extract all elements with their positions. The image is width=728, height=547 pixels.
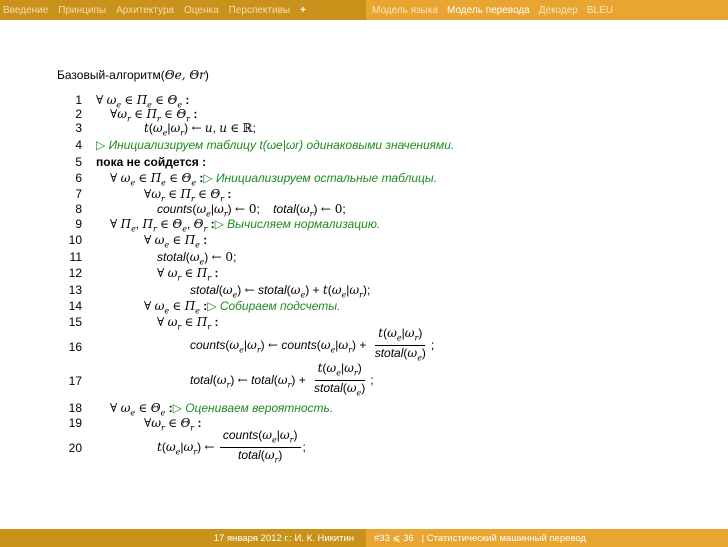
algo-line-7: $\forall\omega_r$ ∈ $\Pi_r$ ∈ $\Theta_r$ : — [144, 187, 232, 204]
line-number: 16 — [68, 340, 82, 354]
algo-line-17: $total(\omega_r)$ ← $total(\omega_r)$ + $\frac{t(\omega_e|\omega_r)}{stotal(\omega_e)}$ ; — [190, 361, 374, 398]
algo-line-8: $counts(\omega_e|\omega_r)$ ← 0; $total(\omega_r)$ ← 0; — [157, 202, 346, 219]
line-number: 14 — [68, 299, 82, 313]
nav-item-plus[interactable]: + — [300, 4, 306, 16]
algo-line-5 — [96, 155, 206, 169]
algorithm-title-args: Θe, Θr — [164, 68, 205, 82]
line-number: 7 — [75, 187, 82, 201]
nav-sections — [0, 0, 366, 20]
algo-line-20: $t(\omega_e|\omega_r)$ ← $\frac{counts(\omega_e|\omega_r)}{total(\omega_r)}$ ; — [157, 428, 306, 465]
footer-bar — [0, 529, 728, 547]
nav-subsections — [366, 0, 728, 20]
line-number: 19 — [68, 416, 82, 430]
algorithm-title — [57, 68, 209, 82]
algo-line-13: $stotal(\omega_e)$ ← $stotal(\omega_e) + t(\omega_e|\omega_r)$; — [190, 283, 371, 300]
line-number: 15 — [68, 315, 82, 329]
footer-right — [366, 529, 728, 547]
comment-collect-counts: ▷ Собираем подсчеты. — [207, 299, 341, 313]
nav-item-perspectives[interactable]: Перспективы — [228, 4, 291, 16]
algo-line-10: ∀ $\omega_e$ ∈ $\Pi_e$ : — [144, 233, 208, 250]
nav-item-intro[interactable]: Введение — [3, 4, 49, 16]
algo-line-4-comment: ▷ Инициализируем таблицу t(ωe|ωr) одинаковыми значениями. — [96, 138, 455, 152]
nav-item-evaluation[interactable]: Оценка — [184, 4, 219, 16]
keyword-while: пока — [96, 155, 124, 169]
comment-init-tables: ▷ Инициализируем остальные таблицы. — [203, 171, 438, 185]
page-number: #33 ⩽ 36 — [374, 532, 414, 544]
algo-line-16: $counts(\omega_e|\omega_r)$ ← $counts(\omega_e|\omega_r)$ + $\frac{t(\omega_e|\omega_r)}{stotal(\omega_e)}$ ; — [190, 326, 435, 363]
algo-line-19: $\forall\omega_r$ ∈ $\Theta_r$ : — [144, 416, 202, 433]
algo-line-3: $t(\omega_e|\omega_r)$ ← u, u ∈ ℝ; — [144, 121, 256, 138]
line-number: 3 — [75, 121, 82, 135]
algo-line-11: $stotal(\omega_e)$ ← 0; — [157, 250, 237, 267]
presentation-title: | Статистический машинный перевод — [421, 532, 586, 544]
line-number: 9 — [75, 217, 82, 231]
algo-line-14: ∀ $\omega_e$ ∈ $\Pi_e$ :▷ Собираем подсчеты. — [144, 299, 341, 316]
algo-line-18: ∀ $\omega_e$ ∈ $\Theta_e$ :▷ Оцениваем вероятность. — [110, 401, 334, 418]
comment-normalization: ▷ Вычисляем нормализацию. — [214, 217, 381, 231]
algo-line-2: $\forall\omega_r$ ∈ $\Pi_r$ ∈ $\Theta_r$ : — [110, 107, 198, 124]
algorithm-title-text: Базовый-алгоритм( — [57, 68, 165, 82]
nav-subitem-translation-model[interactable]: Модель перевода — [447, 4, 530, 16]
line-number: 1 — [75, 93, 82, 107]
nav-subitem-decoder[interactable]: Декодер — [538, 4, 578, 16]
algo-line-12: ∀ $\omega_r$ ∈ $\Pi_r$ : — [157, 266, 219, 283]
algo-line-9: ∀ $\Pi_e$, $\Pi_r$ ∈ $\Theta_e$, $\Theta_r$ :▷ Вычисляем нормализацию. — [110, 217, 381, 234]
while-condition: не сойдется : — [126, 155, 207, 169]
line-number: 6 — [75, 171, 82, 185]
fraction: $\frac{t(\omega_e|\omega_r)}{stotal(\omega_e)}$ — [314, 361, 366, 398]
comment-estimate-probability: ▷ Оцениваем вероятность. — [172, 401, 334, 415]
nav-subitem-language-model[interactable]: Модель языка — [372, 4, 439, 16]
line-number: 12 — [68, 266, 82, 280]
fraction: $\frac{counts(\omega_e|\omega_r)}{total(\omega_r)}$ — [220, 429, 301, 467]
fraction: $\frac{t(\omega_e|\omega_r)}{stotal(\omega_e)}$ — [374, 326, 426, 363]
nav-item-principles[interactable]: Принципы — [58, 4, 107, 16]
line-number: 8 — [75, 202, 82, 216]
algo-line-6: ∀ $\omega_e$ ∈ $\Pi_e$ ∈ $\Theta_e$ :▷ Инициализируем остальные таблицы. — [110, 171, 438, 188]
line-number: 17 — [68, 374, 82, 388]
algo-line-15: ∀ $\omega_r$ ∈ $\Pi_r$ : — [157, 315, 219, 332]
line-number: 13 — [68, 283, 82, 297]
line-number: 18 — [68, 401, 82, 415]
footer-date-author: 17 января 2012 г.: И. К. Никитин — [0, 529, 366, 547]
line-number: 10 — [68, 233, 82, 247]
line-number: 2 — [75, 107, 82, 121]
nav-subitem-bleu[interactable]: BLEU — [586, 4, 613, 16]
line-number: 4 — [75, 138, 82, 152]
top-navigation-bar — [0, 0, 728, 20]
line-number: 5 — [75, 155, 82, 169]
algo-line-1: ∀ $\omega_e$ ∈ $\Pi_e$ ∈ $\Theta_e$ : — [96, 93, 190, 110]
line-number: 11 — [69, 250, 82, 264]
nav-item-architecture[interactable]: Архитектура — [116, 4, 174, 16]
algorithm-title-close: ) — [204, 68, 209, 82]
line-number: 20 — [68, 441, 82, 455]
